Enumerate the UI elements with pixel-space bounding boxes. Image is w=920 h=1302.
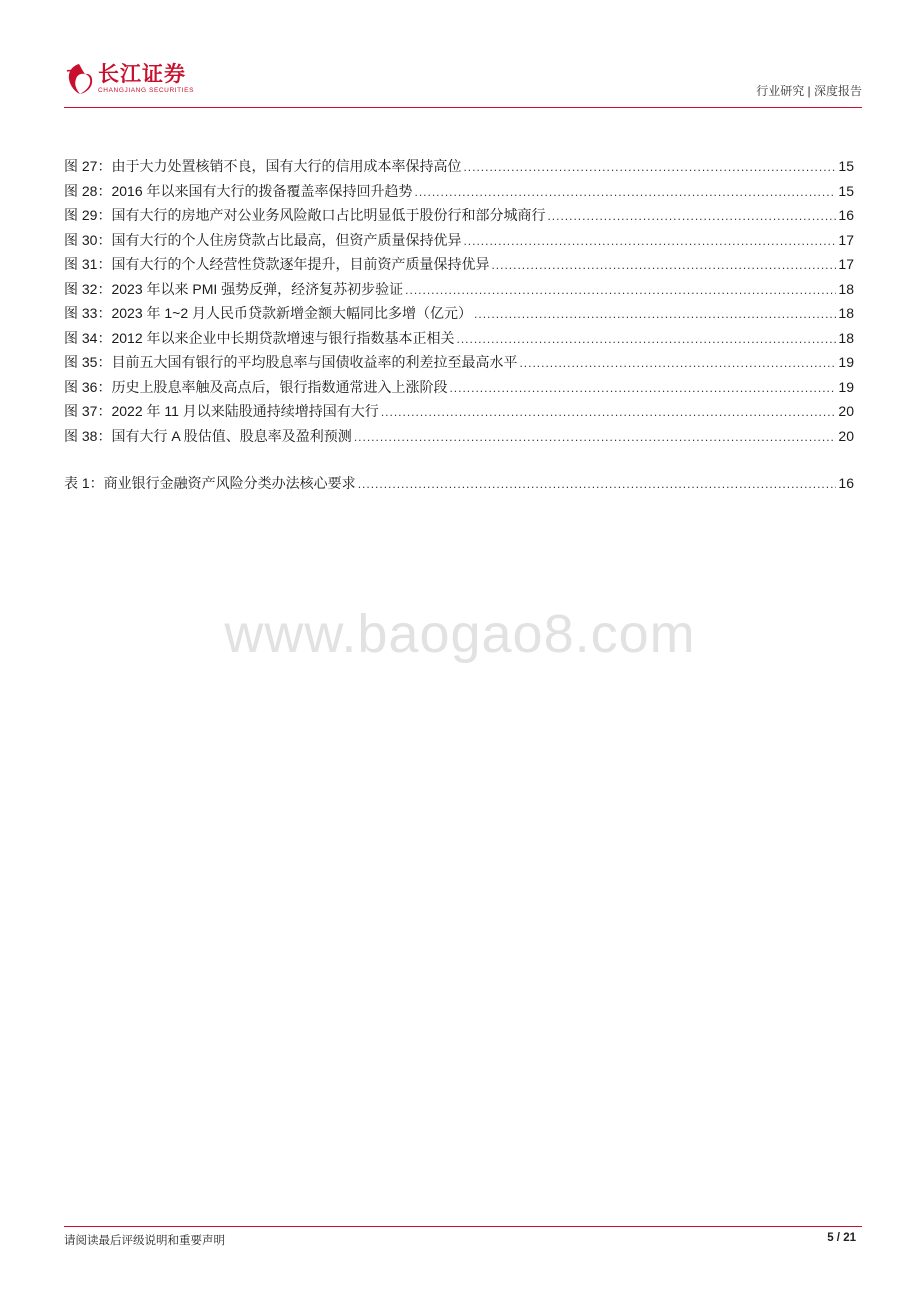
toc-entry-title: 表 1：商业银行金融资产风险分类办法核心要求 bbox=[64, 475, 356, 491]
toc-entry-title: 图 33：2023 年 1~2 月人民币贷款新增金额大幅同比多增（亿元） bbox=[64, 305, 473, 321]
toc-entry-page: 18 bbox=[838, 280, 854, 297]
toc-dot-leader bbox=[457, 332, 837, 346]
table-of-figures bbox=[64, 156, 854, 498]
toc-dot-leader bbox=[519, 356, 836, 370]
logo-chinese-name: 长江证券 bbox=[98, 62, 186, 86]
toc-entry[interactable] bbox=[64, 254, 854, 279]
toc-entry-title: 图 32：2023 年以来 PMI 强势反弹，经济复苏初步验证 bbox=[64, 280, 404, 297]
toc-table-entry[interactable] bbox=[64, 473, 854, 498]
toc-entry-title: 图 31：国有大行的个人经营性贷款逐年提升，目前资产质量保持优异 bbox=[64, 256, 490, 272]
toc-entry[interactable] bbox=[64, 401, 854, 426]
toc-entry-page: 16 bbox=[838, 207, 854, 223]
toc-dot-leader bbox=[415, 185, 837, 199]
toc-entry-title: 图 30：国有大行的个人住房贷款占比最高，但资产质量保持优异 bbox=[64, 231, 462, 248]
toc-entry-title: 图 38：国有大行 A 股估值、股息率及盈利预测 bbox=[64, 427, 352, 444]
toc-entry[interactable] bbox=[64, 181, 854, 206]
toc-entry-title: 图 36：历史上股息率触及高点后，银行指数通常进入上涨阶段 bbox=[64, 378, 448, 395]
toc-entry-title: 图 35：目前五大国有银行的平均股息率与国债收益率的利差拉至最高水平 bbox=[64, 354, 518, 370]
toc-entry-page: 20 bbox=[838, 403, 854, 419]
footer-divider bbox=[64, 1226, 862, 1227]
watermark: www.baogao8.com bbox=[224, 604, 696, 664]
toc-entry[interactable] bbox=[64, 279, 854, 304]
toc-dot-leader bbox=[358, 477, 837, 491]
toc-entry[interactable] bbox=[64, 352, 854, 377]
header-divider bbox=[64, 107, 862, 108]
toc-dot-leader bbox=[463, 234, 836, 248]
company-logo bbox=[64, 62, 194, 96]
toc-entry-page: 17 bbox=[838, 256, 854, 272]
toc-entry-page: 18 bbox=[838, 329, 854, 346]
report-category: 行业研究 | 深度报告 bbox=[756, 84, 862, 98]
toc-entry-page: 15 bbox=[838, 182, 854, 199]
logo-english-name: CHANGJIANG SECURITIES bbox=[98, 86, 195, 94]
toc-entry-page: 19 bbox=[838, 378, 854, 395]
toc-entry[interactable] bbox=[64, 156, 854, 181]
toc-entry-page: 17 bbox=[838, 231, 854, 248]
toc-dot-leader bbox=[354, 430, 837, 444]
toc-dot-leader bbox=[547, 209, 836, 223]
disclaimer-note: 请阅读最后评级说明和重要声明 bbox=[64, 1235, 225, 1247]
toc-entry-page: 15 bbox=[838, 158, 854, 174]
toc-entry-title: 图 37：2022 年 11 月以来陆股通持续增持国有大行 bbox=[64, 403, 379, 419]
toc-section-gap bbox=[64, 450, 854, 473]
toc-dot-leader bbox=[474, 307, 836, 321]
toc-entry-title: 图 34：2012 年以来企业中长期贷款增速与银行指数基本正相关 bbox=[64, 329, 455, 346]
toc-entry[interactable] bbox=[64, 303, 854, 328]
toc-entry[interactable] bbox=[64, 426, 854, 451]
toc-entry[interactable] bbox=[64, 205, 854, 230]
toc-entry-title: 图 29：国有大行的房地产对公业务风险敞口占比明显低于股份行和部分城商行 bbox=[64, 207, 546, 223]
toc-dot-leader bbox=[381, 405, 837, 419]
page-number: 5 / 21 bbox=[827, 1232, 856, 1244]
toc-entry-page: 18 bbox=[838, 305, 854, 321]
toc-dot-leader bbox=[449, 381, 836, 395]
toc-entry-page: 19 bbox=[838, 354, 854, 370]
toc-entry-title: 图 28：2016 年以来国有大行的拨备覆盖率保持回升趋势 bbox=[64, 182, 413, 199]
toc-dot-leader bbox=[491, 258, 836, 272]
toc-entry[interactable] bbox=[64, 377, 854, 402]
toc-entry[interactable] bbox=[64, 328, 854, 353]
toc-entry-page: 16 bbox=[838, 475, 854, 491]
dragon-logo-icon bbox=[64, 62, 94, 96]
toc-dot-leader bbox=[463, 160, 836, 174]
toc-entry-title: 图 27：由于大力处置核销不良，国有大行的信用成本率保持高位 bbox=[64, 158, 462, 174]
toc-entry-page: 20 bbox=[838, 427, 854, 444]
toc-entry[interactable] bbox=[64, 230, 854, 255]
page-header bbox=[64, 62, 862, 106]
toc-dot-leader bbox=[405, 283, 836, 297]
